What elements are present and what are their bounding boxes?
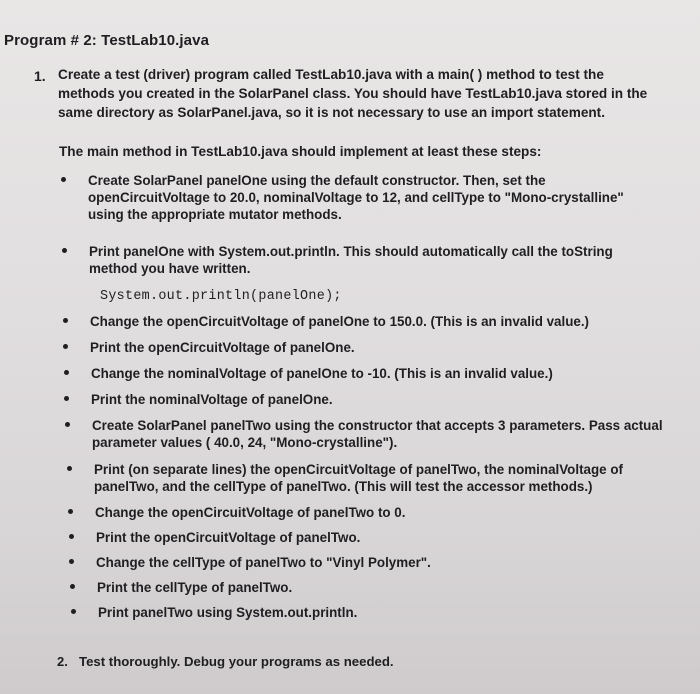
step-item: [96, 529, 360, 546]
question-1-line: Create a test (driver) program called TestLab10.java with a main( ) method to test the: [58, 67, 604, 82]
step-item: [90, 313, 589, 330]
step-line: parameter values ( 40.0, 24, "Mono-crystalline").: [92, 435, 398, 450]
bullet-dot: [65, 422, 70, 427]
step-line: Print the nominalVoltage of panelOne.: [91, 392, 333, 407]
bullet-dot: [63, 344, 68, 349]
bullet-dot: [61, 177, 66, 182]
step-item: [96, 554, 431, 571]
question-1-number: 1.: [34, 68, 46, 84]
bullet-dot: [70, 584, 75, 589]
bullet-dot: [62, 248, 67, 253]
step-line: Print panelTwo using System.out.println.: [98, 605, 358, 620]
bullet-dot: [71, 609, 76, 614]
question-1-line: methods you created in the SolarPanel class. You should have TestLab10.java stored in the: [58, 86, 648, 101]
bullet-dot: [68, 509, 73, 514]
step-line: using the appropriate mutator methods.: [88, 207, 342, 222]
step-item: [97, 579, 292, 596]
step-item: [89, 243, 613, 277]
step-line: Create SolarPanel panelTwo using the constructor that accepts 3 parameters. Pass actual: [92, 418, 663, 433]
step-item: [91, 365, 553, 382]
bullet-dot: [69, 534, 74, 539]
step-item: [91, 391, 333, 408]
bullet-dot: [69, 559, 74, 564]
step-item: [95, 504, 405, 521]
step-line: Create SolarPanel panelOne using the default constructor. Then, set the: [88, 173, 546, 188]
bullet-dot: [67, 466, 72, 471]
step-line: method you have written.: [89, 261, 251, 276]
step-line: Change the openCircuitVoltage of panelTwo to 0.: [95, 505, 406, 520]
step-line: Change the openCircuitVoltage of panelOne to 150.0. (This is an invalid value.): [90, 314, 590, 329]
step-item: [92, 417, 663, 451]
step-item: [98, 604, 357, 621]
bullet-dot: [64, 396, 69, 401]
steps-intro: The main method in TestLab10.java should implement at least these steps:: [59, 144, 542, 159]
step-line: Print (on separate lines) the openCircuitVoltage of panelTwo, the nominalVoltage of: [94, 462, 623, 477]
bullet-dot: [63, 318, 68, 323]
bullet-dot: [64, 370, 69, 375]
step-line: Change the nominalVoltage of panelOne to -10. (This is an invalid value.): [91, 366, 553, 381]
step-line: Print panelOne with System.out.println. This should automatically call the toString: [89, 244, 613, 259]
page-title: Program # 2: TestLab10.java: [4, 32, 210, 49]
step-line: openCircuitVoltage to 20.0, nominalVoltage to 12, and cellType to "Mono-crystalline": [88, 190, 624, 205]
step-item: [90, 339, 355, 356]
step-item: [88, 172, 624, 223]
step-line: Print the cellType of panelTwo.: [97, 580, 293, 595]
code-snippet: System.out.println(panelOne);: [100, 289, 342, 304]
question-2-number: 2.: [57, 654, 68, 669]
question-1-line: same directory as SolarPanel.java, so it is not necessary to use an import statement.: [58, 105, 605, 120]
question-2-text: Test thoroughly. Debug your programs as needed.: [79, 654, 394, 669]
step-line: Print the openCircuitVoltage of panelOne.: [90, 340, 355, 355]
step-line: Change the cellType of panelTwo to "Vinyl Polymer".: [96, 555, 431, 570]
step-item: [94, 461, 623, 495]
step-line: panelTwo, and the cellType of panelTwo. (This will test the accessor methods.): [94, 479, 593, 494]
step-line: Print the openCircuitVoltage of panelTwo.: [96, 530, 361, 545]
